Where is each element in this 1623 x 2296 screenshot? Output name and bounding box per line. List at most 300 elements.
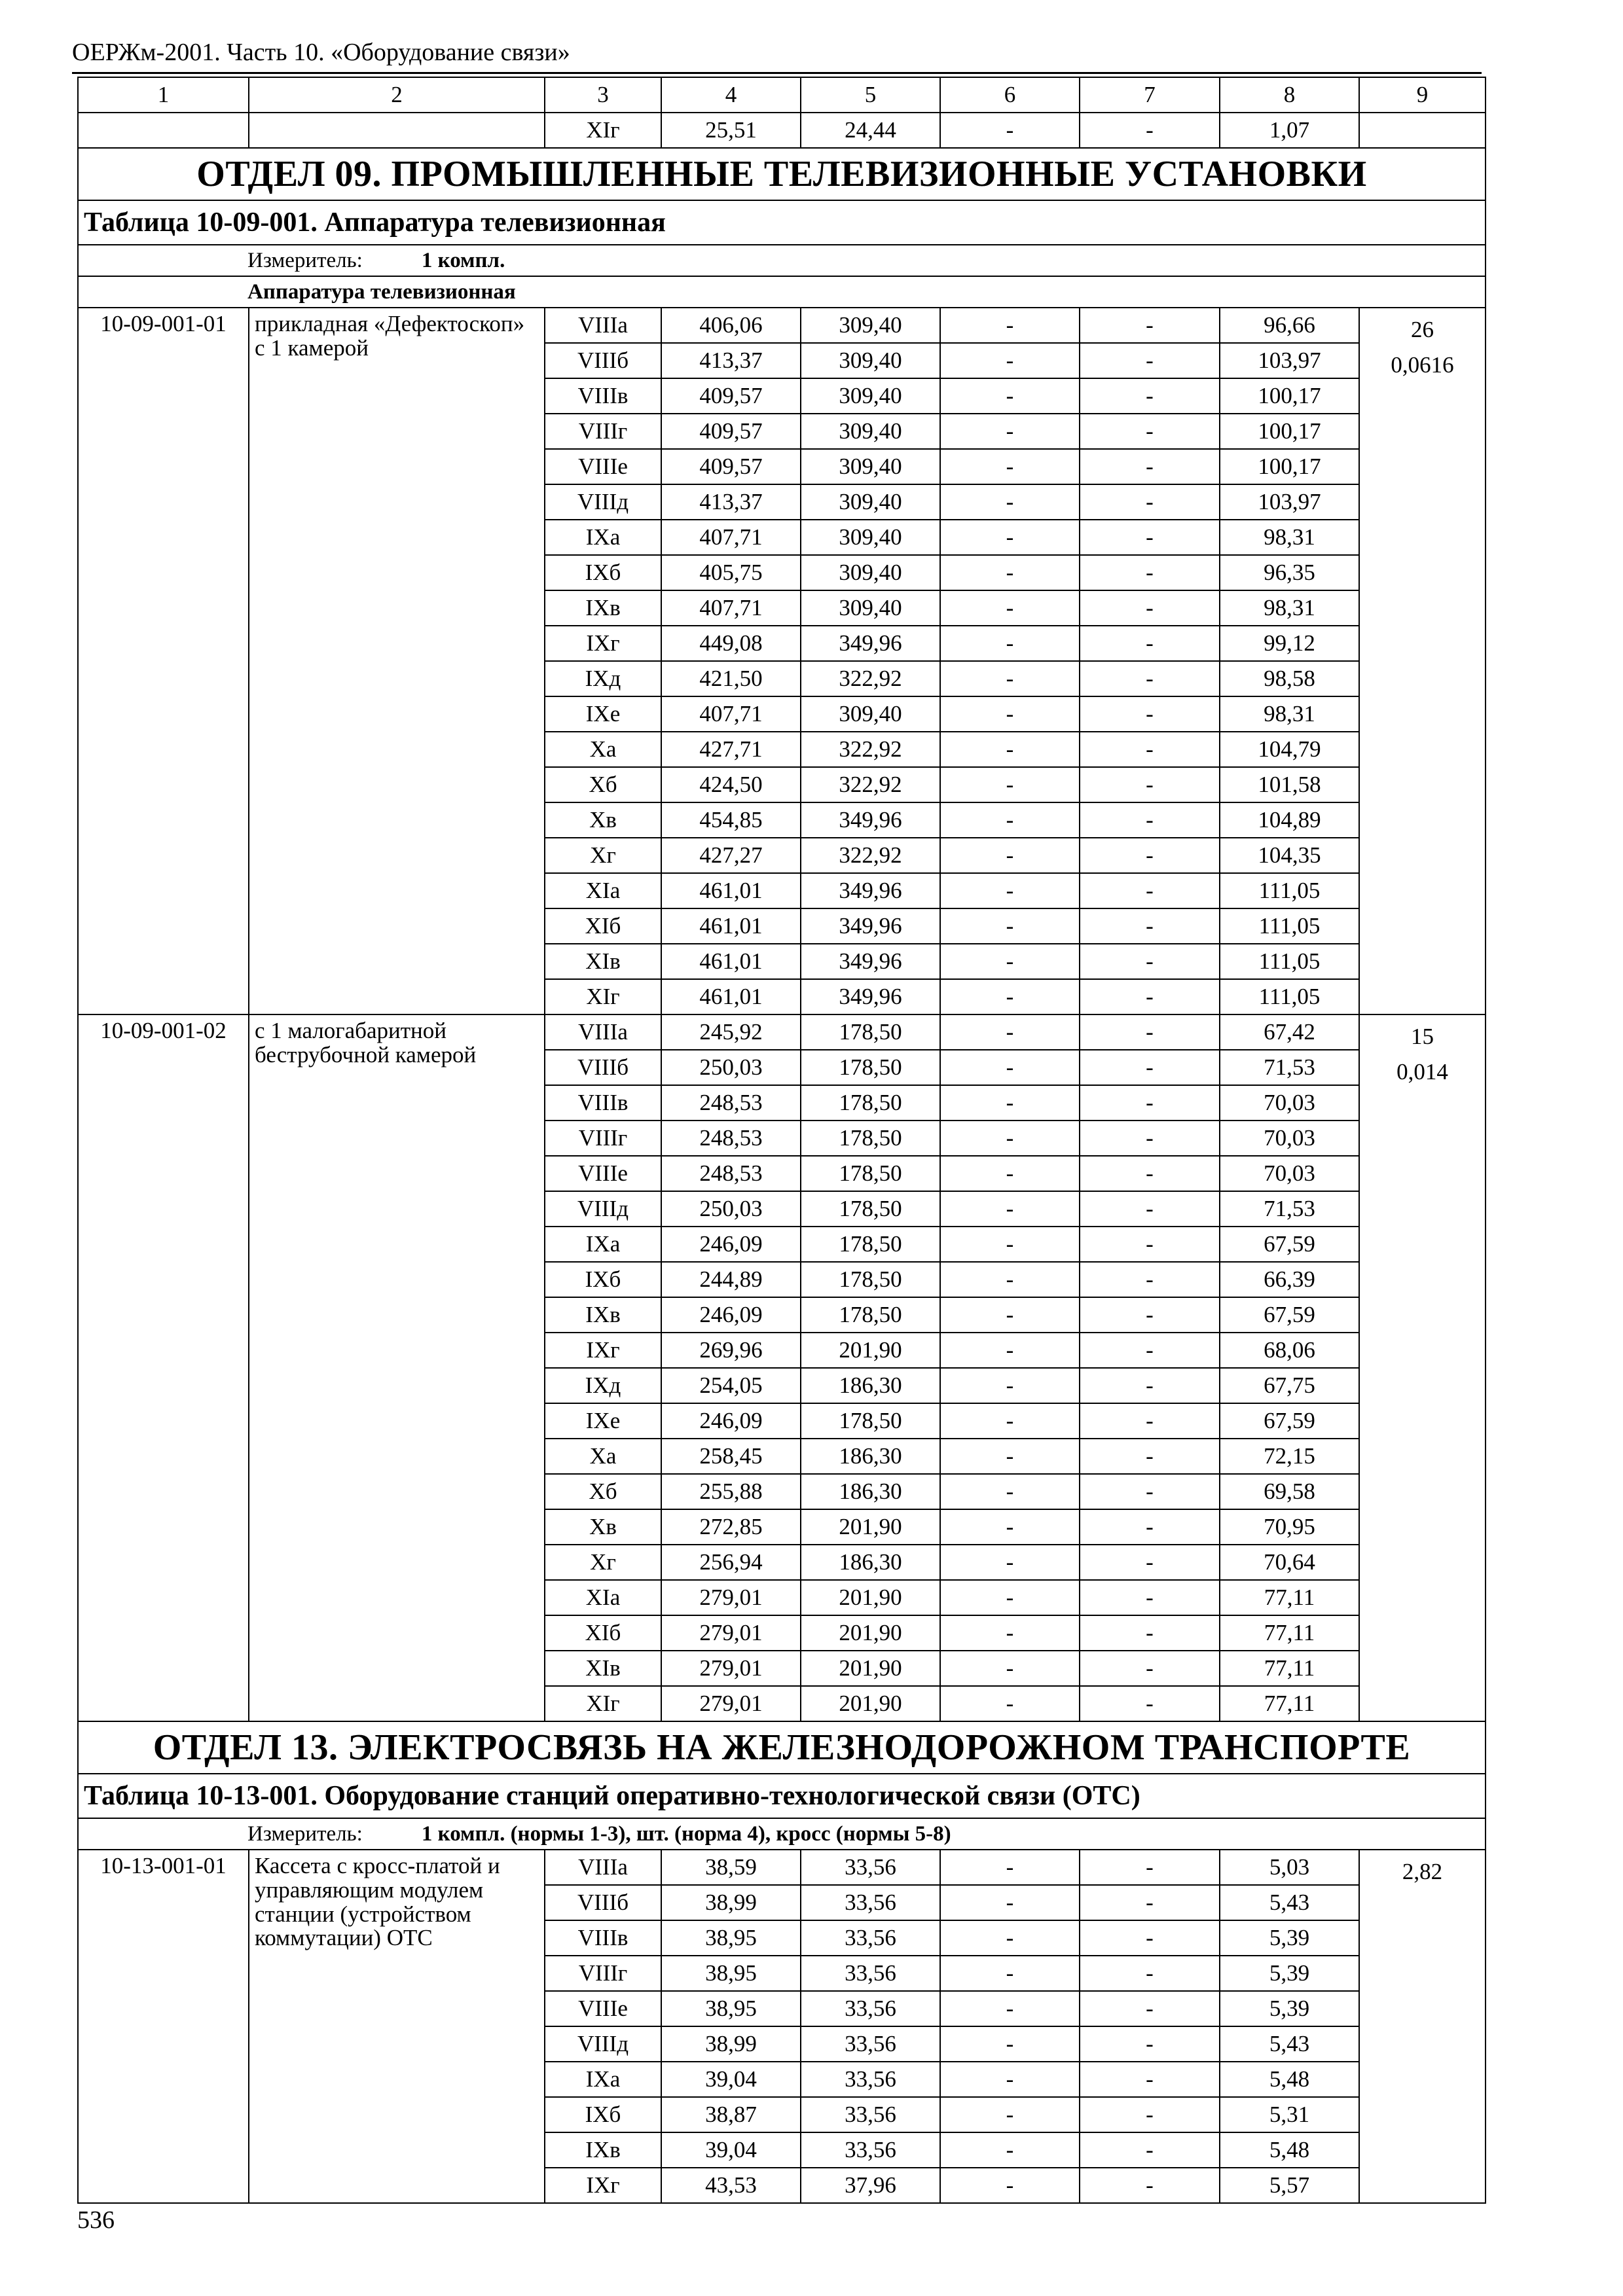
value-cell: 67,59 (1220, 1227, 1359, 1262)
value-cell: VIIIг (545, 414, 661, 449)
extra-cell (1359, 1014, 1486, 1721)
value-cell: - (1080, 2132, 1220, 2168)
value-cell: 309,40 (801, 696, 940, 732)
value-cell: - (1080, 767, 1220, 802)
value-cell: 258,45 (661, 1439, 801, 1474)
value-cell: 409,57 (661, 449, 801, 484)
table-row (78, 1850, 1486, 1885)
value-cell: XIг (545, 979, 661, 1014)
measure-cell (78, 1818, 1486, 1850)
value-cell: VIIIв (545, 1920, 661, 1956)
measure-row (78, 1818, 1486, 1850)
value-cell: - (940, 732, 1080, 767)
value-cell: Xб (545, 1474, 661, 1509)
value-cell: - (1080, 555, 1220, 590)
value-cell: 43,53 (661, 2168, 801, 2203)
value-cell: - (1080, 1474, 1220, 1509)
value-cell: 111,05 (1220, 873, 1359, 908)
column-number-cell: 6 (940, 77, 1080, 113)
value-cell: - (940, 873, 1080, 908)
value-cell: 256,94 (661, 1545, 801, 1580)
value-cell: - (940, 696, 1080, 732)
value-cell: 427,27 (661, 838, 801, 873)
column-number-cell: 9 (1359, 77, 1486, 113)
value-cell: VIIIд (545, 1191, 661, 1227)
value-cell: - (940, 1227, 1080, 1262)
value-cell: 349,96 (801, 626, 940, 661)
value-cell: 33,56 (801, 2132, 940, 2168)
value-cell: 279,01 (661, 1686, 801, 1721)
value-cell: VIIIв (545, 1085, 661, 1121)
page-number: 536 (77, 2206, 115, 2234)
value-cell: - (940, 802, 1080, 838)
group-title: Аппаратура телевизионная (247, 279, 516, 304)
value-cell: 248,53 (661, 1085, 801, 1121)
value-cell: 349,96 (801, 908, 940, 944)
value-cell: 461,01 (661, 873, 801, 908)
value-cell: 461,01 (661, 908, 801, 944)
value-cell: 454,85 (661, 802, 801, 838)
value-cell: 96,35 (1220, 555, 1359, 590)
measure-label: Измеритель: (247, 1821, 363, 1846)
value-cell: IXг (545, 1333, 661, 1368)
value-cell: 178,50 (801, 1050, 940, 1085)
value-cell: VIIIа (545, 1014, 661, 1050)
value-cell: - (940, 1262, 1080, 1297)
value-cell: 322,92 (801, 767, 940, 802)
value-cell: VIIIг (545, 1121, 661, 1156)
value-cell: 246,09 (661, 1227, 801, 1262)
value-cell: 100,17 (1220, 378, 1359, 414)
carry-over-row (78, 113, 1486, 148)
value-cell: - (1080, 979, 1220, 1014)
value-cell: 309,40 (801, 378, 940, 414)
value-cell: 67,42 (1220, 1014, 1359, 1050)
value-cell: 309,40 (801, 449, 940, 484)
value-cell: 5,43 (1220, 2026, 1359, 2062)
value-cell: 33,56 (801, 1885, 940, 1920)
value-cell: - (940, 1920, 1080, 1956)
value-cell: - (1080, 2168, 1220, 2203)
value-cell: 111,05 (1220, 944, 1359, 979)
value-cell: 309,40 (801, 555, 940, 590)
value-cell: - (940, 908, 1080, 944)
column-number-cell: 8 (1220, 77, 1359, 113)
value-cell: IXа (545, 2062, 661, 2097)
value-cell: 5,57 (1220, 2168, 1359, 2203)
value-cell: 178,50 (801, 1191, 940, 1227)
value-cell: IXб (545, 555, 661, 590)
value-cell: 250,03 (661, 1191, 801, 1227)
value-cell: - (1080, 661, 1220, 696)
value-cell: - (1080, 838, 1220, 873)
value-cell: 186,30 (801, 1368, 940, 1403)
value-cell: - (1080, 1615, 1220, 1651)
value-cell: 66,39 (1220, 1262, 1359, 1297)
value-cell: XIа (545, 873, 661, 908)
table-title: Таблица 10-09-001. Аппаратура телевизионная (78, 200, 1486, 245)
value-cell: 255,88 (661, 1474, 801, 1509)
value-cell: VIIIб (545, 1050, 661, 1085)
value-cell: - (1080, 1509, 1220, 1545)
value-cell: XIв (545, 944, 661, 979)
value-cell: 322,92 (801, 838, 940, 873)
value-cell: - (1080, 1956, 1220, 1991)
value-cell: - (940, 1545, 1080, 1580)
value-cell: 5,39 (1220, 1956, 1359, 1991)
value-cell: IXв (545, 1297, 661, 1333)
value-cell: 104,35 (1220, 838, 1359, 873)
value-cell: IXв (545, 2132, 661, 2168)
value-cell: - (940, 1651, 1080, 1686)
value-cell: 67,59 (1220, 1403, 1359, 1439)
value-cell: 38,99 (661, 2026, 801, 2062)
value-cell: 68,06 (1220, 1333, 1359, 1368)
value-cell: - (1080, 1121, 1220, 1156)
item-description: прикладная «Дефектоскоп» с 1 камерой (249, 308, 545, 1014)
value-cell: - (940, 484, 1080, 520)
value-cell: VIIIе (545, 1991, 661, 2026)
value-cell: 1,07 (1220, 113, 1359, 148)
value-cell: - (940, 1333, 1080, 1368)
value-cell: - (1080, 484, 1220, 520)
item-description: с 1 малогабаритной беструбочной камерой (249, 1014, 545, 1721)
value-cell: 37,96 (801, 2168, 940, 2203)
value-cell: 461,01 (661, 944, 801, 979)
value-cell: 5,39 (1220, 1920, 1359, 1956)
value-cell: Xв (545, 1509, 661, 1545)
value-cell: IXа (545, 520, 661, 555)
value-cell: 67,59 (1220, 1297, 1359, 1333)
value-cell: - (940, 1509, 1080, 1545)
value-cell: - (1080, 802, 1220, 838)
value-cell: 279,01 (661, 1615, 801, 1651)
value-cell: 71,53 (1220, 1050, 1359, 1085)
value-cell: - (940, 1121, 1080, 1156)
value-cell: XIа (545, 1580, 661, 1615)
value-cell: 421,50 (661, 661, 801, 696)
value-cell: 38,95 (661, 1991, 801, 2026)
value-cell: 424,50 (661, 767, 801, 802)
table-title-row (78, 200, 1486, 245)
value-cell: - (940, 520, 1080, 555)
group-row (78, 276, 1486, 308)
value-cell: - (940, 2168, 1080, 2203)
value-cell: IXг (545, 626, 661, 661)
section-title-row (78, 1721, 1486, 1774)
value-cell: - (1080, 696, 1220, 732)
value-cell: - (940, 2097, 1080, 2132)
value-cell: 186,30 (801, 1439, 940, 1474)
value-cell: - (1080, 873, 1220, 908)
column-number-cell: 2 (249, 77, 545, 113)
value-cell: 178,50 (801, 1156, 940, 1191)
value-cell: 246,09 (661, 1297, 801, 1333)
table-row (78, 1014, 1486, 1050)
value-cell: - (1080, 308, 1220, 343)
column-number-cell: 4 (661, 77, 801, 113)
value-cell: IXб (545, 1262, 661, 1297)
value-cell: - (940, 1085, 1080, 1121)
value-cell: IXд (545, 661, 661, 696)
header-rule (72, 72, 1482, 74)
value-cell: 322,92 (801, 732, 940, 767)
value-cell: - (1080, 1920, 1220, 1956)
value-cell: 244,89 (661, 1262, 801, 1297)
value-cell: - (1080, 2026, 1220, 2062)
value-cell: - (1080, 343, 1220, 378)
value-cell: - (1080, 1014, 1220, 1050)
value-cell: - (1080, 1333, 1220, 1368)
value-cell: 409,57 (661, 378, 801, 414)
value-cell: - (940, 1439, 1080, 1474)
column-number-cell: 5 (801, 77, 940, 113)
value-cell: - (940, 1014, 1080, 1050)
item-code: 10-09-001-02 (78, 1014, 249, 1721)
value-cell: - (940, 1991, 1080, 2026)
empty-cell (1359, 113, 1486, 148)
value-cell: 69,58 (1220, 1474, 1359, 1509)
value-cell: 104,79 (1220, 732, 1359, 767)
value-cell: VIIIб (545, 1885, 661, 1920)
value-cell: 33,56 (801, 1920, 940, 1956)
value-cell: Xб (545, 767, 661, 802)
value-cell: 100,17 (1220, 449, 1359, 484)
value-cell: 33,56 (801, 2097, 940, 2132)
value-cell: VIIIа (545, 1850, 661, 1885)
value-cell: 98,58 (1220, 661, 1359, 696)
group-cell (78, 276, 1486, 308)
value-cell: 5,39 (1220, 1991, 1359, 2026)
value-cell: 96,66 (1220, 308, 1359, 343)
value-cell: 409,57 (661, 414, 801, 449)
value-cell: 100,17 (1220, 414, 1359, 449)
value-cell: 25,51 (661, 113, 801, 148)
value-cell: VIIIв (545, 378, 661, 414)
value-cell: 72,15 (1220, 1439, 1359, 1474)
value-cell: - (940, 1850, 1080, 1885)
value-cell: 407,71 (661, 696, 801, 732)
section-title: ОТДЕЛ 09. ПРОМЫШЛЕННЫЕ ТЕЛЕВИЗИОННЫЕ УСТАНОВКИ (78, 148, 1486, 200)
value-cell: VIIIд (545, 484, 661, 520)
value-cell: - (940, 2062, 1080, 2097)
value-cell: - (1080, 1439, 1220, 1474)
value-cell: 77,11 (1220, 1615, 1359, 1651)
value-cell: - (940, 661, 1080, 696)
value-cell: 186,30 (801, 1474, 940, 1509)
value-cell: - (1080, 378, 1220, 414)
extra-value: 0,014 (1396, 1059, 1448, 1085)
value-cell: 38,95 (661, 1920, 801, 1956)
value-cell: 309,40 (801, 343, 940, 378)
value-cell: - (1080, 1991, 1220, 2026)
column-number-cell: 3 (545, 77, 661, 113)
value-cell: - (1080, 590, 1220, 626)
value-cell: - (940, 767, 1080, 802)
value-cell: 461,01 (661, 979, 801, 1014)
value-cell: 309,40 (801, 484, 940, 520)
value-cell: - (1080, 1885, 1220, 1920)
extra-value: 26 (1411, 317, 1434, 342)
value-cell: - (940, 414, 1080, 449)
value-cell: - (1080, 449, 1220, 484)
value-cell: - (1080, 520, 1220, 555)
value-cell: - (940, 944, 1080, 979)
rates-table (77, 77, 1486, 2204)
value-cell: - (940, 1403, 1080, 1439)
value-cell: - (940, 1050, 1080, 1085)
value-cell: - (940, 1191, 1080, 1227)
value-cell: - (1080, 1850, 1220, 1885)
rates-table-body (78, 77, 1486, 2203)
value-cell: - (1080, 1368, 1220, 1403)
value-cell: - (940, 590, 1080, 626)
value-cell: - (940, 113, 1080, 148)
value-cell: 33,56 (801, 1991, 940, 2026)
value-cell: VIIIа (545, 308, 661, 343)
value-cell: 309,40 (801, 590, 940, 626)
value-cell: 250,03 (661, 1050, 801, 1085)
value-cell: - (940, 449, 1080, 484)
measure-label: Измеритель: (247, 248, 363, 272)
table-title: Таблица 10-13-001. Оборудование станций оперативно-технологической связи (ОТС) (78, 1774, 1486, 1818)
value-cell: VIIIе (545, 1156, 661, 1191)
value-cell: 101,58 (1220, 767, 1359, 802)
value-cell: - (940, 1885, 1080, 1920)
value-cell: Xа (545, 732, 661, 767)
value-cell: 405,75 (661, 555, 801, 590)
value-cell: 5,48 (1220, 2132, 1359, 2168)
extra-cell (1359, 308, 1486, 1014)
value-cell: 413,37 (661, 484, 801, 520)
empty-cell (78, 113, 249, 148)
value-cell: 38,59 (661, 1850, 801, 1885)
extra-value: 2,82 (1402, 1859, 1443, 1884)
value-cell: - (940, 838, 1080, 873)
value-cell: 246,09 (661, 1403, 801, 1439)
value-cell: 77,11 (1220, 1686, 1359, 1721)
value-cell: - (940, 2026, 1080, 2062)
column-number-cell: 7 (1080, 77, 1220, 113)
value-cell: - (940, 555, 1080, 590)
value-cell: IXе (545, 1403, 661, 1439)
value-cell: 103,97 (1220, 484, 1359, 520)
value-cell: 77,11 (1220, 1580, 1359, 1615)
value-cell: IXа (545, 1227, 661, 1262)
value-cell: - (940, 343, 1080, 378)
value-cell: 38,99 (661, 1885, 801, 1920)
value-cell: 5,31 (1220, 2097, 1359, 2132)
value-cell: 33,56 (801, 2062, 940, 2097)
section-title: ОТДЕЛ 13. ЭЛЕКТРОСВЯЗЬ НА ЖЕЛЕЗНОДОРОЖНОМ ТРАНСПОРТЕ (78, 1721, 1486, 1774)
value-cell: 178,50 (801, 1403, 940, 1439)
value-cell: XIв (545, 1651, 661, 1686)
value-cell: - (1080, 1085, 1220, 1121)
value-cell: 5,43 (1220, 1885, 1359, 1920)
value-cell: 98,31 (1220, 696, 1359, 732)
value-cell: 349,96 (801, 873, 940, 908)
value-cell: 111,05 (1220, 979, 1359, 1014)
value-cell: 103,97 (1220, 343, 1359, 378)
value-cell: - (940, 378, 1080, 414)
value-cell: - (940, 1956, 1080, 1991)
value-cell: 201,90 (801, 1580, 940, 1615)
value-cell: XIб (545, 908, 661, 944)
value-cell: Xа (545, 1439, 661, 1474)
value-cell: VIIIг (545, 1956, 661, 1991)
value-cell: - (940, 1297, 1080, 1333)
value-cell: 254,05 (661, 1368, 801, 1403)
item-description: Кассета с кросс-платой и управляющим модулем станции (устройством коммутации) ОТС (249, 1850, 545, 2203)
value-cell: 98,31 (1220, 590, 1359, 626)
table-row (78, 308, 1486, 343)
value-cell: 349,96 (801, 979, 940, 1014)
value-cell: - (1080, 1262, 1220, 1297)
value-cell: - (1080, 1686, 1220, 1721)
value-cell: XIг (545, 1686, 661, 1721)
value-cell: 186,30 (801, 1545, 940, 1580)
value-cell: - (1080, 2062, 1220, 2097)
value-cell: 99,12 (1220, 626, 1359, 661)
value-cell: 248,53 (661, 1121, 801, 1156)
measure-cell (78, 245, 1486, 276)
value-cell: 201,90 (801, 1333, 940, 1368)
value-cell: - (940, 1686, 1080, 1721)
value-cell: VIIIб (545, 343, 661, 378)
value-cell: 5,03 (1220, 1850, 1359, 1885)
extra-value: 0,0616 (1391, 352, 1454, 378)
value-cell: 349,96 (801, 802, 940, 838)
value-cell: - (1080, 1191, 1220, 1227)
value-cell: - (940, 979, 1080, 1014)
value-cell: 70,03 (1220, 1085, 1359, 1121)
value-cell: - (1080, 1651, 1220, 1686)
value-cell: 248,53 (661, 1156, 801, 1191)
value-cell: IXб (545, 2097, 661, 2132)
value-cell: 38,87 (661, 2097, 801, 2132)
value-cell: - (940, 2132, 1080, 2168)
value-cell: - (940, 308, 1080, 343)
value-cell: - (1080, 1227, 1220, 1262)
value-cell: 309,40 (801, 308, 940, 343)
value-cell: 70,95 (1220, 1509, 1359, 1545)
value-cell: IXг (545, 2168, 661, 2203)
column-number-cell: 1 (78, 77, 249, 113)
value-cell: 33,56 (801, 1956, 940, 1991)
value-cell: - (940, 626, 1080, 661)
value-cell: 279,01 (661, 1651, 801, 1686)
value-cell: 111,05 (1220, 908, 1359, 944)
value-cell: 427,71 (661, 732, 801, 767)
value-cell: 71,53 (1220, 1191, 1359, 1227)
value-cell: 38,95 (661, 1956, 801, 1991)
value-cell: - (1080, 732, 1220, 767)
value-cell: 70,03 (1220, 1156, 1359, 1191)
value-cell: - (940, 1474, 1080, 1509)
value-cell: - (940, 1156, 1080, 1191)
value-cell: 413,37 (661, 343, 801, 378)
value-cell: 279,01 (661, 1580, 801, 1615)
value-cell: 33,56 (801, 1850, 940, 1885)
value-cell: 449,08 (661, 626, 801, 661)
value-cell: IXд (545, 1368, 661, 1403)
value-cell: 201,90 (801, 1509, 940, 1545)
value-cell: XIг (545, 113, 661, 148)
value-cell: 272,85 (661, 1509, 801, 1545)
value-cell: 201,90 (801, 1651, 940, 1686)
value-cell: - (1080, 1580, 1220, 1615)
value-cell: 39,04 (661, 2132, 801, 2168)
